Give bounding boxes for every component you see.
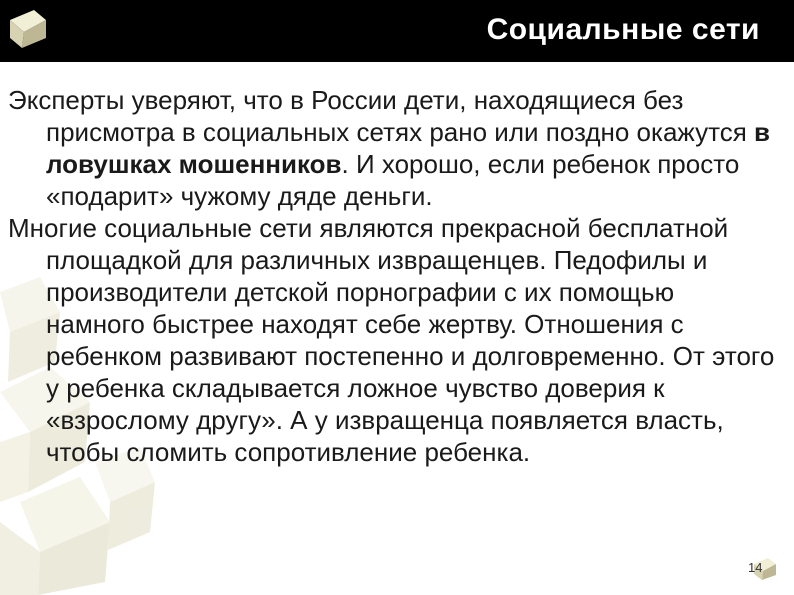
slide-title: Социальные сети bbox=[486, 13, 760, 46]
paragraph-1 bbox=[8, 84, 778, 212]
slide-body bbox=[8, 84, 778, 468]
paragraph-1-text-start: Эксперты уверяют, что в России дети, находящиеся без присмотра в социальных сетях рано или поздно окажутся bbox=[8, 85, 755, 147]
page-number: 14 bbox=[748, 560, 763, 575]
paragraph-1-text-end: . И хорошо, если ребенок просто «подарит» чужому дяде деньги. bbox=[46, 149, 740, 211]
slide-header bbox=[0, 0, 794, 62]
paragraph-1-bold-phrase: в ловушках мошенников bbox=[46, 117, 771, 179]
cube-logo-icon bbox=[6, 6, 50, 50]
paragraph-2: Многие социальные сети являются прекрасной бесплатной площадкой для различных извращенцев. Педофилы и производители детской порнографии с их помощью намного быстрее находят себе жертву. Отношения с ребенком развивают постепенно и долговременно. От этого у ребенка складывается ложное чувство доверия к «взрослому другу». А у извращенца появляется власть, чтобы сломить сопротивление ребенка. bbox=[8, 213, 775, 467]
